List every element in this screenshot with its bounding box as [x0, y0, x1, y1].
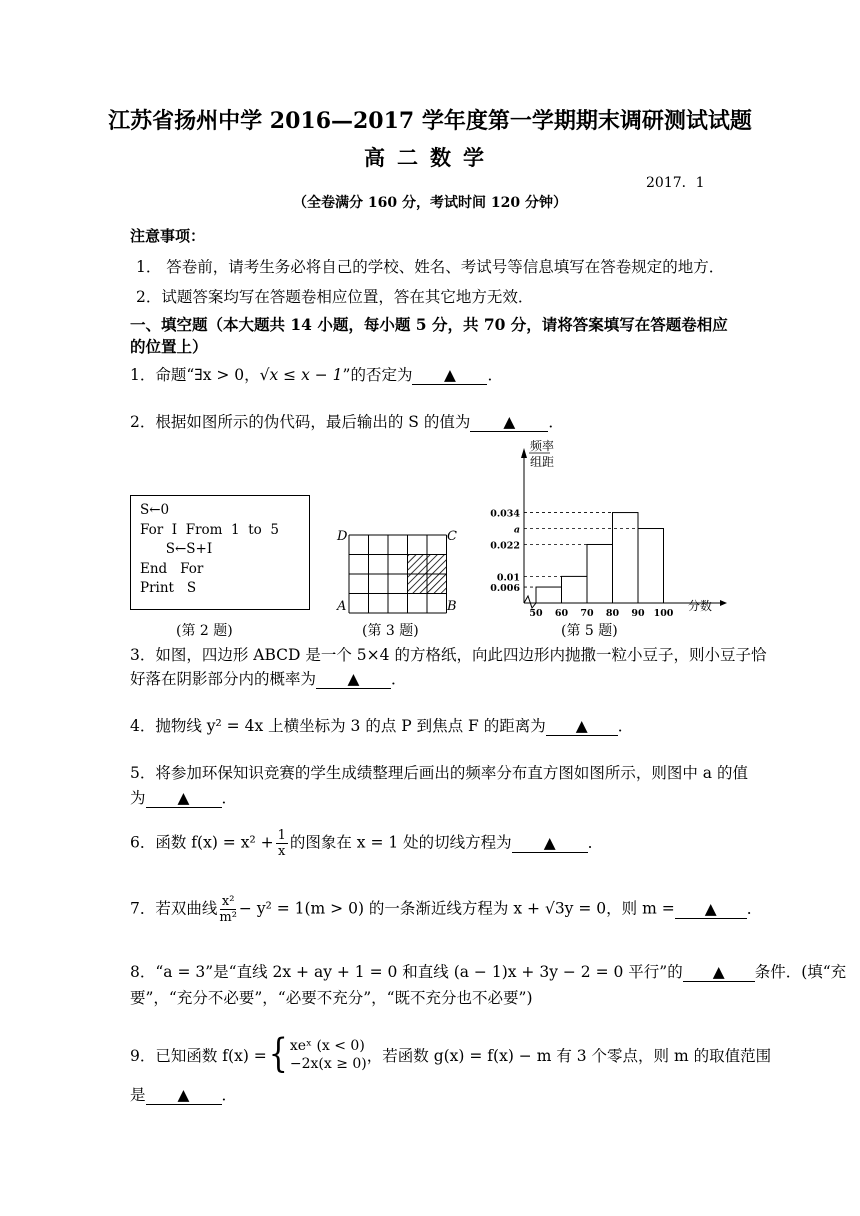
y-label-bottom: 组距 — [530, 455, 555, 469]
answer-blank[interactable]: ▲ — [470, 413, 548, 432]
q7-end: ． — [746, 899, 763, 918]
x-tick-label: 100 — [653, 608, 674, 616]
question-1 — [130, 363, 503, 385]
axis-break — [524, 596, 536, 608]
q1-math: √x ≤ x − 1 — [259, 366, 343, 384]
y-tick-label: 0.022 — [490, 540, 520, 552]
x-tick-label: 70 — [580, 608, 594, 616]
case-1: xeˣ (x < 0) — [289, 1038, 365, 1054]
y-axis-arrow — [521, 448, 527, 458]
notes-heading: 注意事项： — [130, 227, 206, 245]
fraction-numerator: 1 — [277, 828, 286, 843]
q6-pre: 6．函数 f(x) = x² + — [130, 833, 274, 852]
q1-end: ． — [487, 366, 503, 384]
histogram-bar — [587, 544, 613, 603]
note-item: 1． 答卷前，请考生务必将自己的学校、姓名、考试号等信息填写在答卷规定的地方． — [136, 258, 725, 276]
exam-subject: 高二数学 — [364, 145, 496, 170]
q1-post: ”的否定为 — [342, 366, 413, 384]
q9-end: ． — [221, 1086, 238, 1104]
answer-blank[interactable]: ▲ — [412, 366, 487, 385]
q6-end: ． — [587, 833, 604, 852]
fraction-denominator: x — [278, 844, 286, 859]
q7-fraction — [219, 894, 237, 925]
q5-end: ． — [221, 789, 238, 807]
fraction-numerator: x² — [221, 894, 235, 909]
shaded-cell — [408, 574, 428, 594]
question-8-line1 — [130, 960, 846, 982]
caption-fig2: (第 2 题) — [176, 623, 233, 639]
question-7 — [130, 894, 762, 925]
q7-pre: 7．若双曲线 — [130, 899, 218, 918]
question-9 — [130, 1031, 772, 1078]
label-b: B — [447, 599, 457, 614]
answer-blank[interactable]: ▲ — [316, 670, 391, 689]
code-line: S←0 — [140, 502, 170, 518]
question-5-line2 — [130, 786, 237, 808]
q9-text: 是 — [130, 1086, 146, 1104]
question-6 — [130, 828, 603, 859]
piecewise-brace: { — [268, 1031, 288, 1078]
code-line: For I From 1 to 5 — [140, 521, 279, 538]
q4-end: ． — [617, 717, 634, 735]
grid-figure — [335, 522, 465, 622]
q8-pre: 8．“a = 3”是“直线 2x + ay + 1 = 0 和直线 (a − 1)x + 3y − 2 = 0 平行”的 — [130, 963, 683, 981]
q4-text: 4．抛物线 y² = 4x 上横坐标为 3 的点 P 到焦点 F 的距离为 — [130, 717, 546, 735]
case-2: −2x(x ≥ 0) — [289, 1056, 367, 1072]
answer-blank[interactable]: ▲ — [146, 1086, 222, 1105]
x-axis-arrow — [720, 600, 727, 606]
q5-text: 为 — [130, 789, 146, 807]
answer-blank[interactable]: ▲ — [512, 834, 588, 853]
question-8-line2: 要”，“充分不必要”，“必要不充分”，“既不充分也不必要”) — [130, 989, 533, 1007]
note-item: 2．试题答案均写在答题卷相应位置，答在其它地方无效． — [136, 288, 534, 306]
q2-end: ． — [548, 413, 564, 431]
y-label-top: 频率 — [530, 439, 555, 453]
q2-text: 2．根据如图所示的伪代码，最后输出的 S 的值为 — [130, 413, 471, 431]
x-tick-label: 60 — [554, 608, 569, 616]
x-axis-label: 分数 — [688, 599, 713, 613]
shaded-cell — [427, 574, 447, 594]
answer-blank[interactable]: ▲ — [546, 717, 618, 736]
y-tick-label: 0.034 — [490, 508, 520, 520]
histogram-chart — [480, 436, 730, 616]
q7-post: − y² = 1(m > 0) 的一条渐近线方程为 x + √3y = 0，则 m = — [238, 899, 675, 918]
code-line: End For — [140, 560, 204, 577]
histogram-bar — [613, 513, 639, 603]
caption-fig5: (第 5 题) — [561, 623, 618, 639]
label-c: C — [447, 529, 457, 544]
pseudo-code-box — [130, 495, 310, 610]
q1-pre: 1．命题“∃x > 0， — [130, 366, 260, 384]
q6-fraction — [276, 828, 288, 859]
label-a: A — [337, 599, 347, 614]
q9-post: ，若函数 g(x) = f(x) − m 有 3 个零点，则 m 的取值范围 — [366, 1047, 772, 1065]
code-line: S←S+I — [140, 541, 213, 557]
q9-pre: 9．已知函数 f(x) = — [130, 1047, 267, 1065]
x-tick-label: 90 — [631, 608, 645, 616]
exam-title: 江苏省扬州中学 2016—2017 学年度第一学期期末调研测试试题 — [108, 108, 752, 134]
question-3-line2 — [130, 667, 407, 689]
section-heading: 一、填空题（本大题共 14 小题，每小题 5 分，共 70 分，请将答案填写在答题卷相应的位置上） — [130, 315, 728, 356]
shaded-cell — [427, 555, 447, 575]
histogram-bar — [638, 529, 664, 603]
question-3-line1: 3．如图，四边形 ABCD 是一个 5×4 的方格纸，向此四边形内抛撒一粒小豆子，则小豆子恰 — [130, 646, 767, 664]
y-tick-label: 0.006 — [490, 583, 520, 595]
question-2 — [130, 410, 564, 432]
q3-text: 好落在阴影部分内的概率为 — [130, 670, 317, 688]
piecewise-cases — [290, 1037, 367, 1073]
shaded-cell — [408, 555, 428, 575]
fraction-denominator: m² — [219, 910, 237, 925]
grid-lines — [349, 535, 447, 613]
question-9-line2 — [130, 1083, 237, 1105]
q3-end: ． — [391, 670, 407, 688]
code-line: Print S — [140, 580, 197, 596]
q6-post: 的图象在 x = 1 处的切线方程为 — [289, 833, 512, 852]
y-tick-label: a — [513, 524, 520, 536]
answer-blank[interactable]: ▲ — [675, 900, 747, 919]
question-5-line1: 5．将参加环保知识竞赛的学生成绩整理后画出的频率分布直方图如图所示，则图中 a 的值 — [130, 764, 748, 782]
answer-blank[interactable]: ▲ — [146, 789, 222, 808]
x-tick-label: 50 — [529, 608, 543, 616]
histogram-bar — [562, 576, 588, 603]
question-4 — [130, 714, 633, 736]
caption-fig3: (第 3 题) — [362, 623, 419, 639]
exam-info: （全卷满分 160 分，考试时间 120 分钟） — [293, 195, 567, 211]
label-d: D — [337, 529, 348, 544]
answer-blank[interactable]: ▲ — [683, 963, 755, 982]
histogram-bar — [536, 587, 562, 603]
y-tick-label: 0.01 — [496, 572, 520, 584]
q8-post: 条件．(填“充 — [754, 963, 847, 981]
x-tick-label: 80 — [605, 608, 620, 616]
exam-date: 2017．1 — [646, 175, 705, 191]
